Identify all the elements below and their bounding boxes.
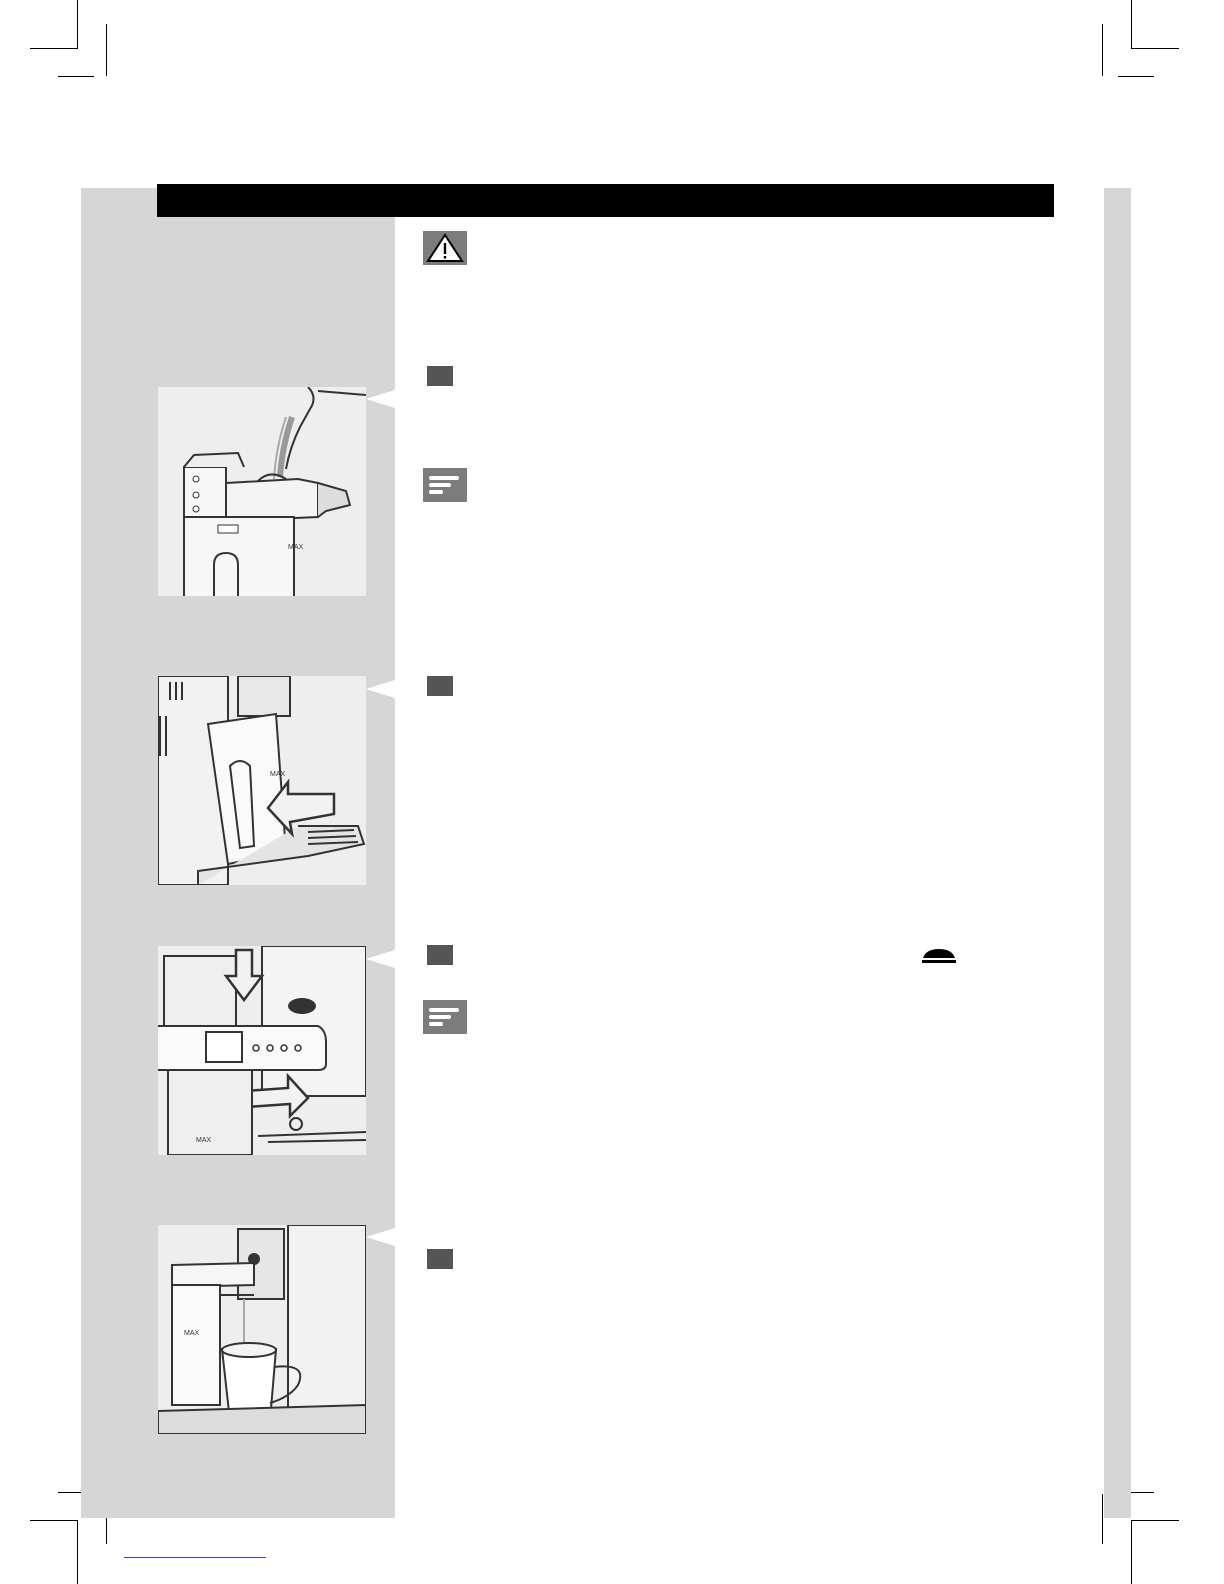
illustration-insert-carafe <box>158 676 366 885</box>
crop-mark <box>1131 1520 1132 1584</box>
step-number-box <box>427 945 453 965</box>
crop-mark <box>77 0 78 48</box>
illustration-connect-carafe <box>158 946 366 1155</box>
crop-mark <box>58 76 94 77</box>
note-lines-icon <box>423 468 467 502</box>
milk-froth-icon <box>920 947 958 967</box>
callout-pointer <box>366 390 395 408</box>
crop-mark <box>1102 1494 1103 1544</box>
crop-mark <box>106 24 107 76</box>
callout-pointer <box>366 1228 395 1246</box>
crop-mark <box>1131 1520 1179 1521</box>
step-number-box <box>427 366 453 386</box>
crop-mark <box>30 1520 78 1521</box>
step-number-box <box>427 676 453 696</box>
illustration-dispense-into-cup <box>158 1225 366 1434</box>
max-label: MAX <box>196 1137 212 1144</box>
crop-mark <box>77 1520 78 1584</box>
section-header-bar <box>157 184 1054 217</box>
footer-link-underline[interactable] <box>124 1557 266 1558</box>
note-lines-icon <box>423 1000 467 1034</box>
callout-pointer <box>366 950 395 968</box>
crop-mark <box>1131 0 1132 48</box>
step-number-box <box>427 1249 453 1269</box>
crop-mark <box>1131 48 1179 49</box>
warning-triangle-icon <box>423 231 467 265</box>
right-margin-band <box>1104 188 1131 1518</box>
callout-pointer <box>366 680 395 698</box>
illustration-pour-milk <box>158 387 366 596</box>
max-label: MAX <box>288 544 304 551</box>
max-label: MAX <box>184 1330 200 1337</box>
max-label: MAX <box>270 771 286 778</box>
crop-mark <box>1102 24 1103 76</box>
crop-mark <box>30 48 78 49</box>
crop-mark <box>1118 76 1154 77</box>
